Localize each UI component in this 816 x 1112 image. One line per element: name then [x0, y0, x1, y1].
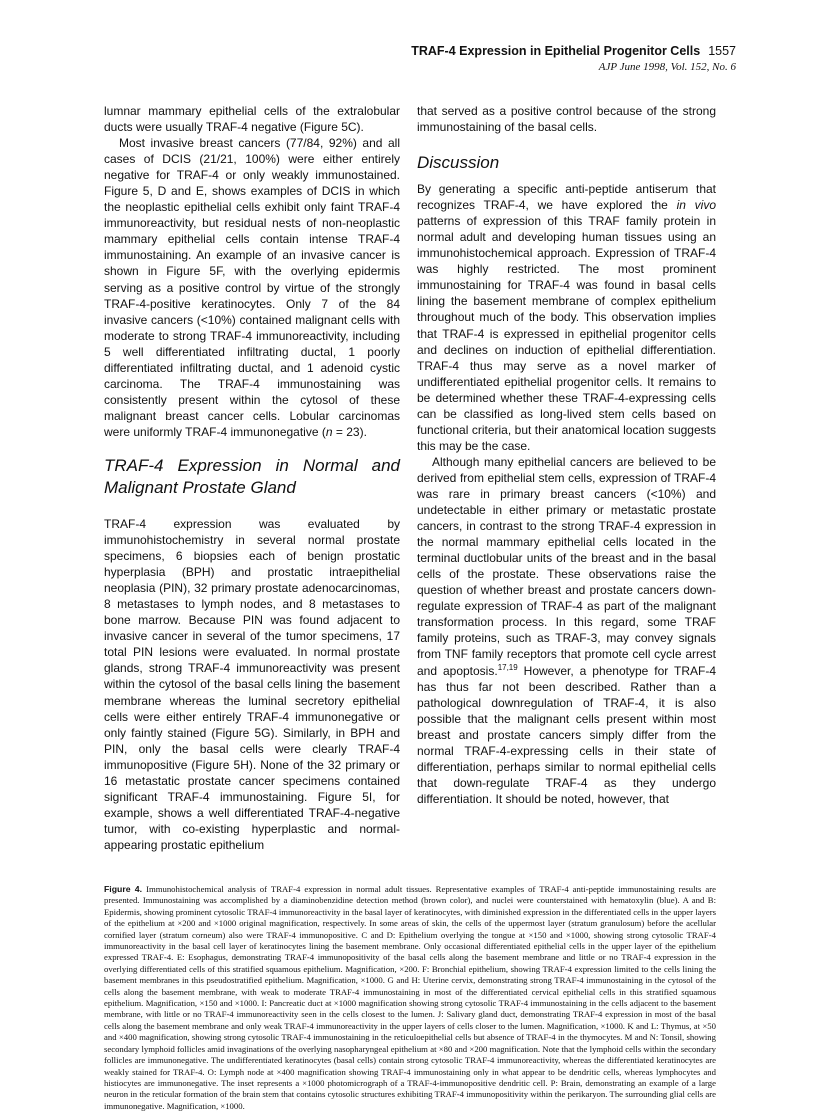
running-title: TRAF-4 Expression in Epithelial Progenitor Cells: [411, 44, 701, 58]
page-header: [411, 43, 736, 75]
right-paragraph-3-b: However, a phenotype for TRAF-4 has thus far not been described. Rather than a pathological downregulation of TRAF-4, it is also possible that the malignant cells present within most breast and prostate cancers simply differ from the normal TRAF-4-expressing cells in their state of differentiation, perhaps similar to normal epithelial cells that down-regulate TRAF-4 as they undergo differentiation. It should be noted, however, that: [417, 663, 717, 806]
journal-citation: AJP June 1998, Vol. 152, No. 6: [598, 61, 736, 73]
citation-superscript: 17,19: [497, 662, 518, 672]
section-heading-prostate: TRAF-4 Expression in Normal and Malignant Prostate Gland: [104, 455, 400, 497]
right-paragraph-2-b: patterns of expression of this TRAF family protein in normal adult and developing human tissues using an immunohistochemical approach. Expression of TRAF-4 was highly restricted. The most prominent immunostaining for TRAF-4 was found in basal cells lining the basement membrane of complex epithelium throughout much of the body. This observation implies that TRAF-4 is expressed in epithelial progenitor cells and declines on induction of epithelial differentiation. TRAF-4 thus may serve as a novel marker of undifferentiated epithelial progenitor cells. It remains to be determined whether these TRAF-4-expressing cells can be classified as long-lived stem cells based on functional criteria, but their anatomical location suggests this may be the case.: [417, 214, 716, 453]
left-paragraph-2: [104, 135, 400, 440]
section-heading-discussion: Discussion: [417, 153, 500, 173]
right-paragraph-2: [417, 181, 716, 454]
right-paragraph-3-a: Although many epithelial cancers are believed to be derived from epithelial stem cells, expression of TRAF-4 was rare in primary breast cancers (<10%) and undetectable in either primary or metastatic prostate cancers, in contrast to the strong TRAF-4 expression in the normal mammary epithelial cells located in the terminal ductlobular units of the breast and in the basal cells of the prostate. These observations raise the question of whether breast and prostate cancers down-regulate expression of TRAF-4 as part of the malignant transformation process. In this regard, some TRAF family proteins, such as TRAF-3, may convey signals from TNF family receptors that promote cell cycle arrest and apoptosis.: [417, 454, 716, 678]
figure-caption: [104, 884, 716, 1112]
left-paragraph-2-n: n: [325, 424, 333, 439]
left-paragraph-1: lumnar mammary epithelial cells of the extralobular ducts were usually TRAF-4 negative (Figure 5C).: [104, 104, 400, 135]
right-paragraph-2-em: in vivo: [676, 198, 717, 213]
page-number: 1557: [708, 44, 736, 58]
left-column: [104, 103, 400, 853]
right-paragraph-2-a: By generating a specific anti-peptide antiserum that recognizes TRAF-4, we have explored the: [417, 182, 716, 213]
figure-caption-label: Figure 4.: [104, 884, 143, 894]
left-paragraph-2-text: Most invasive breast cancers (77/84, 92%) and all cases of DCIS (21/21, 100%) were either entirely negative for TRAF-4 or only weakly immunostained. Figure 5, D and E, shows examples of DCIS in which the neoplastic epithelial cells exhibit only faint TRAF-4 immunoreactivity, but residual nests of non-neoplastic mammary epithelial cells contain intense TRAF-4 immunostaining. An example of an invasive cancer is shown in Figure 5F, with the overlying epidermis serving as a positive control by virtue of the strongly TRAF-4-positive keratinocytes. Only 7 of the 84 invasive cancers (<10%) contained malignant cells with moderate to strong TRAF-4 immunoreactivity, including 5 well differentiated infiltrating ductal, 1 poorly differentiated infiltrating ductal, and 1 adenoid cystic carcinoma. The TRAF-4 immunostaining was consistently present within the cytosol of these malignant breast cancer cells. Lobular carcinomas were uniformly TRAF-4 immunonegative (: [104, 136, 400, 439]
right-column: [417, 103, 716, 807]
left-paragraph-3: TRAF-4 expression was evaluated by immunohistochemistry in several normal prostate specimens, 6 biopsies each of benign prostatic hyperplasia (BPH) and prostatic intraepithelial neoplasia (PIN), 32 primary prostate adenocarcinomas, 8 metastases to lymph nodes, and 8 metastases to bone marrow. Because PIN was found adjacent to invasive cancer in several of the tumor specimens, 17 total PIN lesions were evaluated. In normal prostate glands, strong TRAF-4 immunoreactivity was present within the cytosol of the basal cells lining the basement membrane whereas the luminal secretory epithelial cells were either entirely TRAF-4 immunonegative or only faintly stained (Figure 5G). Similarly, in BPH and PIN, only the basal cells were clearly TRAF-4 immunopositive (Figure 5H). None of the 32 primary or 16 metastatic prostate cancer specimens contained significant TRAF-4 immunostaining. Figure 5I, for example, shows a well differentiated TRAF-4-negative tumor, with co-existing hyperplastic and normal-appearing prostatic epithelium: [104, 516, 400, 852]
header-line-1: [411, 43, 736, 59]
left-paragraph-2-end: = 23).: [332, 424, 367, 439]
figure-caption-text: Immunohistochemical analysis of TRAF-4 expression in normal adult tissues. Representative examples of TRAF-4 anti-peptide immunostaining results are presented. Immunostaining was accomplished by a diaminobenzidine detection method (brown color), and nuclei were counterstained with hematoxylin (blue). A and B: Epidermis, showing prominent cytosolic TRAF-4 immunoreactivity in the basal layer of keratinocytes, with diminished expression in the differentiated cells in the upper layers of the epithelium at ×200 and ×1000 original magnification, respectively. In some areas of skin, the cells of the uppermost layer (stratum granulosum) before the acellular cornified layer (stratum corneum) also were TRAF-4 immunopositive. C and D: Epithelium overlying the tongue at ×150 and ×1000, showing strong cytosolic TRAF-4 immunoreactivity in the basal cell layer of keratinocytes lining the basement membrane. Only occasional differentiated epithelial cells in the upper layer of the epithelium expressed TRAF-4. E: Esophagus, demonstrating TRAF-4 immunopositivity of the basal cells along the basement membrane and little or no TRAF-4 expression in the overlying differentiated cells of this stratified squamous epithelium. Magnification, ×200. F: Bronchial epithelium, showing TRAF-4 expression limited to the cells lining the basement membranes in this pseudostratified epithelium. Magnification, ×1000. G and H: Uterine cervix, demonstrating strong TRAF-4 immunostaining in the cytosol of the cells along the basement membrane, with weak to moderate TRAF-4 immunostaining in most of the differentiated cervical epithelial cells in this stratified squamous epithelium. Magnification, ×150 and ×1000. I: Pancreatic duct at ×1000 magnification showing strong cytosolic TRAF-4 immunostaining in the cells adjacent to the basement membrane, with little or no TRAF-4 immunoreactivity seen in the cells closest to the lumen. J: Salivary gland duct, demonstrating TRAF-4 expression in most of the basal cells along the basement membrane and only weak TRAF-4 immunoreactivity in the upper layers of cells closer to the lumen. Magnification, ×1000. K and L: Thymus, at ×50 and ×400 magnification, showing strong cytosolic TRAF-4 immunostaining in the reticuloepithelial cells but absence of TRAF-4 in the thymocytes. M and N: Tonsil, showing secondary lymphoid follicles amid invaginations of the overlying nasopharyngeal epithelium at ×80 and ×200 magnification. Note that the lymphoid cells within the secondary follicles are immunonegative. The undifferentiated keratinocytes (basal cells) contain strong cytosolic TRAF-4 immunoreactivity, whereas the differentiated keratinocytes are weakly stained for TRAF-4. O: Lymph node at ×400 magnification showing TRAF-4 immunostaining only in what appear to be dendritic cells, whereas lymphocytes and histiocytes are immunonegative. The inset represents a ×1000 photomicrograph of a TRAF-4-immunopositive dendritic cell. P: Brain, demonstrating an example of a large neuron in the reticular formation of the brain stem that contains cytosolic structures exhibiting TRAF-4 immunopositivity within the perikaryon. The surrounding glial cells are immunonegative. Magnification, ×1000.: [104, 884, 716, 1111]
right-paragraph-1: that served as a positive control because of the strong immunostaining of the basal cells.: [417, 104, 716, 135]
right-paragraph-3: [417, 454, 716, 807]
